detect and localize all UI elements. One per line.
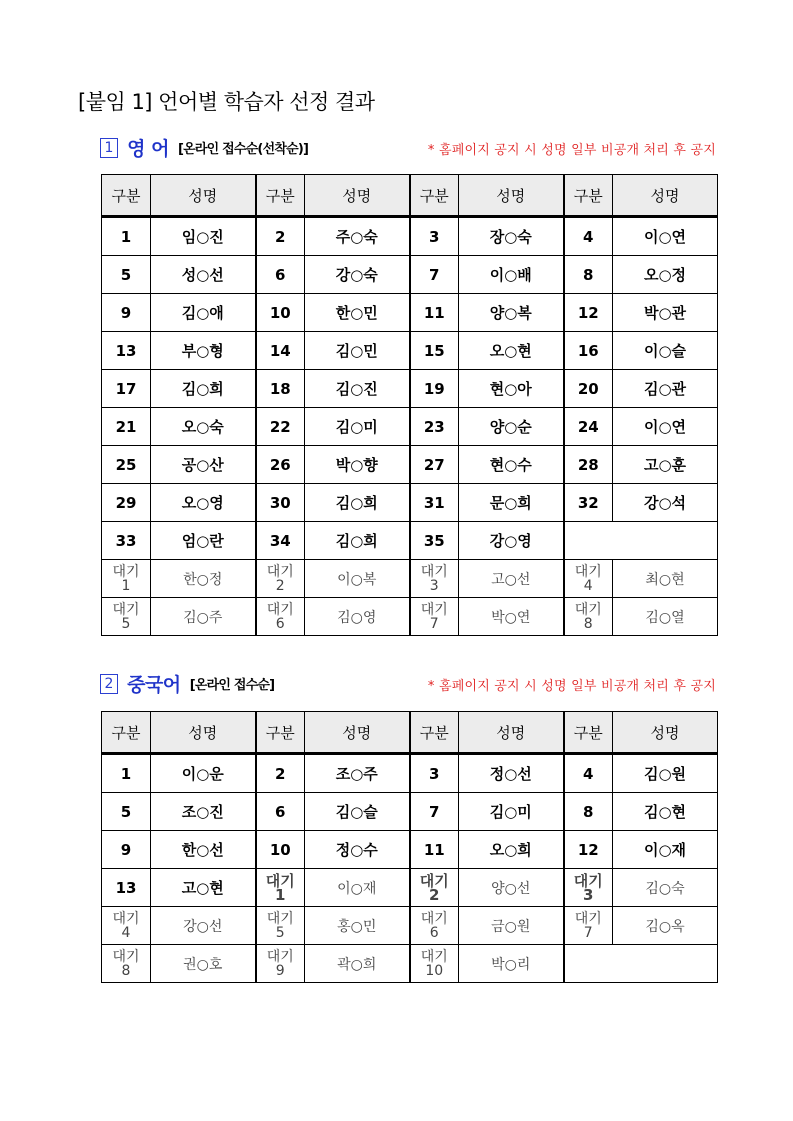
privacy-note: * 홈페이지 공지 시 성명 일부 비공개 처리 후 공지: [427, 679, 716, 694]
section-title: 중국어: [127, 674, 181, 696]
selection-number: 13: [102, 332, 151, 370]
student-name: 문○희: [459, 484, 564, 522]
waitlist-name: 고○선: [459, 560, 564, 598]
header-no: 구분: [102, 175, 151, 217]
waitlist-number: [256, 560, 305, 598]
selection-number: 1: [102, 217, 151, 256]
selection-number: 5: [102, 793, 151, 831]
student-name: 이○연: [613, 217, 718, 256]
student-name: 강○숙: [305, 256, 410, 294]
header-name: 성명: [305, 175, 410, 217]
waitlist-label: 대기: [420, 910, 448, 927]
table-row: [102, 754, 718, 793]
selection-number: 10: [256, 831, 305, 869]
section-subtitle: [온라인 접수순]: [189, 678, 275, 693]
header-name: 성명: [151, 175, 256, 217]
student-name: 김○민: [305, 332, 410, 370]
student-name: 정○선: [459, 754, 564, 793]
waitlist-name: 강○선: [151, 907, 256, 945]
student-name: 이○배: [459, 256, 564, 294]
selection-number: 10: [256, 294, 305, 332]
table-row: [102, 408, 718, 446]
table-row: [102, 294, 718, 332]
waitlist-label: 대기: [420, 563, 448, 580]
waitlist-index: 3: [583, 885, 594, 904]
waitlist-label: 대기: [419, 871, 449, 890]
selection-number: 6: [256, 793, 305, 831]
waitlist-number: [256, 869, 305, 907]
selection-number: 20: [564, 370, 613, 408]
selection-number: 8: [564, 256, 613, 294]
selection-number: 29: [102, 484, 151, 522]
selection-number: 25: [102, 446, 151, 484]
student-name: 오○희: [459, 831, 564, 869]
student-name: 김○현: [613, 793, 718, 831]
selection-number: 9: [102, 831, 151, 869]
selection-number: 33: [102, 522, 151, 560]
section-subtitle: [온라인 접수순(선착순)]: [178, 142, 309, 157]
waitlist-name: 박○연: [459, 598, 564, 636]
waitlist-number: [564, 907, 613, 945]
waitlist-name: 권○호: [151, 945, 256, 983]
student-name: 이○슬: [613, 332, 718, 370]
student-name: 김○관: [613, 370, 718, 408]
table-row: [102, 332, 718, 370]
waitlist-number: [256, 945, 305, 983]
selection-number: 4: [564, 217, 613, 256]
waitlist-index: 5: [275, 924, 285, 941]
empty-cell: [564, 945, 718, 983]
waitlist-index: 10: [425, 962, 444, 979]
student-name: 고○훈: [613, 446, 718, 484]
waitlist-name: 이○복: [305, 560, 410, 598]
student-name: 오○현: [459, 332, 564, 370]
waitlist-name: 한○정: [151, 560, 256, 598]
header-name: 성명: [459, 175, 564, 217]
header-no: 구분: [564, 712, 613, 754]
student-name: 김○진: [305, 370, 410, 408]
waitlist-name: 김○주: [151, 598, 256, 636]
waitlist-number: [102, 560, 151, 598]
student-name: 오○숙: [151, 408, 256, 446]
waitlist-number: [410, 907, 459, 945]
waitlist-label: 대기: [266, 948, 294, 965]
selection-number: 14: [256, 332, 305, 370]
student-name: 박○관: [613, 294, 718, 332]
student-name: 조○주: [305, 754, 410, 793]
student-name: 오○정: [613, 256, 718, 294]
waitlist-label: 대기: [573, 871, 603, 890]
selection-number: 3: [410, 754, 459, 793]
table-row: [102, 907, 718, 945]
student-name: 박○향: [305, 446, 410, 484]
selection-number: 17: [102, 370, 151, 408]
table-row: [102, 370, 718, 408]
student-name: 한○민: [305, 294, 410, 332]
table-row: [102, 945, 718, 983]
student-name: 김○원: [613, 754, 718, 793]
selection-number: 7: [410, 793, 459, 831]
table-row: [102, 831, 718, 869]
student-name: 성○선: [151, 256, 256, 294]
student-name: 김○슬: [305, 793, 410, 831]
selection-number: 19: [410, 370, 459, 408]
header-name: 성명: [305, 712, 410, 754]
waitlist-index: 2: [275, 577, 285, 594]
waitlist-index: 7: [429, 615, 439, 632]
selection-number: 8: [564, 793, 613, 831]
waitlist-name: 최○현: [613, 560, 718, 598]
waitlist-number: [410, 560, 459, 598]
waitlist-label: 대기: [574, 601, 602, 618]
section-header-chinese: [100, 670, 720, 696]
selection-number: 13: [102, 869, 151, 907]
student-name: 김○희: [151, 370, 256, 408]
waitlist-index: 6: [429, 924, 439, 941]
selection-number: 34: [256, 522, 305, 560]
student-name: 고○현: [151, 869, 256, 907]
waitlist-index: 4: [583, 577, 593, 594]
waitlist-number: [256, 907, 305, 945]
header-name: 성명: [613, 175, 718, 217]
empty-cell: [564, 522, 718, 560]
waitlist-name: 곽○희: [305, 945, 410, 983]
waitlist-name: 김○숙: [613, 869, 718, 907]
selection-number: 32: [564, 484, 613, 522]
section-number: 1: [100, 138, 118, 158]
student-name: 강○석: [613, 484, 718, 522]
student-name: 김○애: [151, 294, 256, 332]
waitlist-name: 김○열: [613, 598, 718, 636]
waitlist-number: [410, 598, 459, 636]
section-number: 2: [100, 674, 118, 694]
section-title: 영 어: [127, 138, 169, 160]
header-name: 성명: [151, 712, 256, 754]
waitlist-label: 대기: [266, 563, 294, 580]
waitlist-name: 박○리: [459, 945, 564, 983]
selection-number: 27: [410, 446, 459, 484]
student-name: 이○연: [613, 408, 718, 446]
selection-number: 26: [256, 446, 305, 484]
table-row: [102, 217, 718, 256]
section-header-english: [100, 134, 720, 160]
selection-number: 2: [256, 217, 305, 256]
header-no: 구분: [410, 712, 459, 754]
privacy-note: * 홈페이지 공지 시 성명 일부 비공개 처리 후 공지: [427, 143, 716, 158]
waitlist-label: 대기: [265, 871, 295, 890]
waitlist-number: [102, 598, 151, 636]
waitlist-label: 대기: [266, 601, 294, 618]
selection-number: 31: [410, 484, 459, 522]
student-name: 조○진: [151, 793, 256, 831]
selection-number: 22: [256, 408, 305, 446]
selection-number: 2: [256, 754, 305, 793]
student-name: 장○숙: [459, 217, 564, 256]
table-row: [102, 522, 718, 560]
selection-number: 11: [410, 294, 459, 332]
student-name: 현○아: [459, 370, 564, 408]
student-name: 공○산: [151, 446, 256, 484]
student-name: 김○미: [459, 793, 564, 831]
table-row: [102, 793, 718, 831]
header-name: 성명: [459, 712, 564, 754]
waitlist-number: [102, 945, 151, 983]
waitlist-name: 홍○민: [305, 907, 410, 945]
waitlist-index: 5: [121, 615, 131, 632]
student-name: 김○희: [305, 522, 410, 560]
waitlist-name: 이○재: [305, 869, 410, 907]
selection-number: 12: [564, 294, 613, 332]
waitlist-index: 8: [583, 615, 593, 632]
waitlist-name: 김○영: [305, 598, 410, 636]
waitlist-label: 대기: [420, 601, 448, 618]
header-row: [102, 175, 718, 217]
selection-number: 23: [410, 408, 459, 446]
waitlist-number: [410, 945, 459, 983]
waitlist-number: [102, 907, 151, 945]
waitlist-number: [564, 869, 613, 907]
header-no: 구분: [256, 175, 305, 217]
waitlist-index: 3: [429, 577, 439, 594]
waitlist-name: 금○원: [459, 907, 564, 945]
header-no: 구분: [256, 712, 305, 754]
table-row: [102, 446, 718, 484]
waitlist-label: 대기: [112, 563, 140, 580]
header-name: 성명: [613, 712, 718, 754]
waitlist-index: 9: [275, 962, 285, 979]
selection-number: 21: [102, 408, 151, 446]
selection-number: 11: [410, 831, 459, 869]
student-name: 이○재: [613, 831, 718, 869]
header-no: 구분: [564, 175, 613, 217]
table-row: [102, 598, 718, 636]
waitlist-index: 6: [275, 615, 285, 632]
waitlist-index: 8: [121, 962, 131, 979]
waitlist-number: [564, 598, 613, 636]
student-name: 양○순: [459, 408, 564, 446]
selection-number: 30: [256, 484, 305, 522]
table-row: [102, 256, 718, 294]
header-no: 구분: [410, 175, 459, 217]
student-name: 부○형: [151, 332, 256, 370]
student-name: 김○희: [305, 484, 410, 522]
waitlist-name: 김○옥: [613, 907, 718, 945]
waitlist-label: 대기: [420, 948, 448, 965]
waitlist-index: 2: [429, 885, 440, 904]
table-row: [102, 869, 718, 907]
waitlist-index: 4: [121, 924, 131, 941]
selection-number: 3: [410, 217, 459, 256]
chinese-results-table: [101, 711, 718, 983]
table-row: [102, 560, 718, 598]
student-name: 현○수: [459, 446, 564, 484]
selection-number: 7: [410, 256, 459, 294]
waitlist-label: 대기: [574, 910, 602, 927]
student-name: 정○수: [305, 831, 410, 869]
selection-number: 9: [102, 294, 151, 332]
waitlist-number: [256, 598, 305, 636]
header-row: [102, 712, 718, 754]
selection-number: 12: [564, 831, 613, 869]
student-name: 이○운: [151, 754, 256, 793]
waitlist-label: 대기: [112, 601, 140, 618]
selection-number: 6: [256, 256, 305, 294]
selection-number: 24: [564, 408, 613, 446]
waitlist-label: 대기: [112, 910, 140, 927]
table-row: [102, 484, 718, 522]
student-name: 한○선: [151, 831, 256, 869]
waitlist-index: 1: [121, 577, 131, 594]
waitlist-number: [564, 560, 613, 598]
waitlist-number: [410, 869, 459, 907]
waitlist-index: 7: [583, 924, 593, 941]
waitlist-name: 양○선: [459, 869, 564, 907]
selection-number: 5: [102, 256, 151, 294]
student-name: 양○복: [459, 294, 564, 332]
waitlist-label: 대기: [112, 948, 140, 965]
header-no: 구분: [102, 712, 151, 754]
student-name: 강○영: [459, 522, 564, 560]
waitlist-index: 1: [275, 885, 286, 904]
selection-number: 35: [410, 522, 459, 560]
selection-number: 4: [564, 754, 613, 793]
student-name: 오○영: [151, 484, 256, 522]
selection-number: 28: [564, 446, 613, 484]
english-results-table: [101, 174, 718, 636]
student-name: 김○미: [305, 408, 410, 446]
selection-number: 18: [256, 370, 305, 408]
selection-number: 1: [102, 754, 151, 793]
selection-number: 16: [564, 332, 613, 370]
selection-number: 15: [410, 332, 459, 370]
student-name: 주○숙: [305, 217, 410, 256]
student-name: 엄○란: [151, 522, 256, 560]
waitlist-label: 대기: [574, 563, 602, 580]
page-title: [붙임 1] 언어별 학습자 선정 결과: [78, 90, 375, 114]
waitlist-label: 대기: [266, 910, 294, 927]
student-name: 임○진: [151, 217, 256, 256]
